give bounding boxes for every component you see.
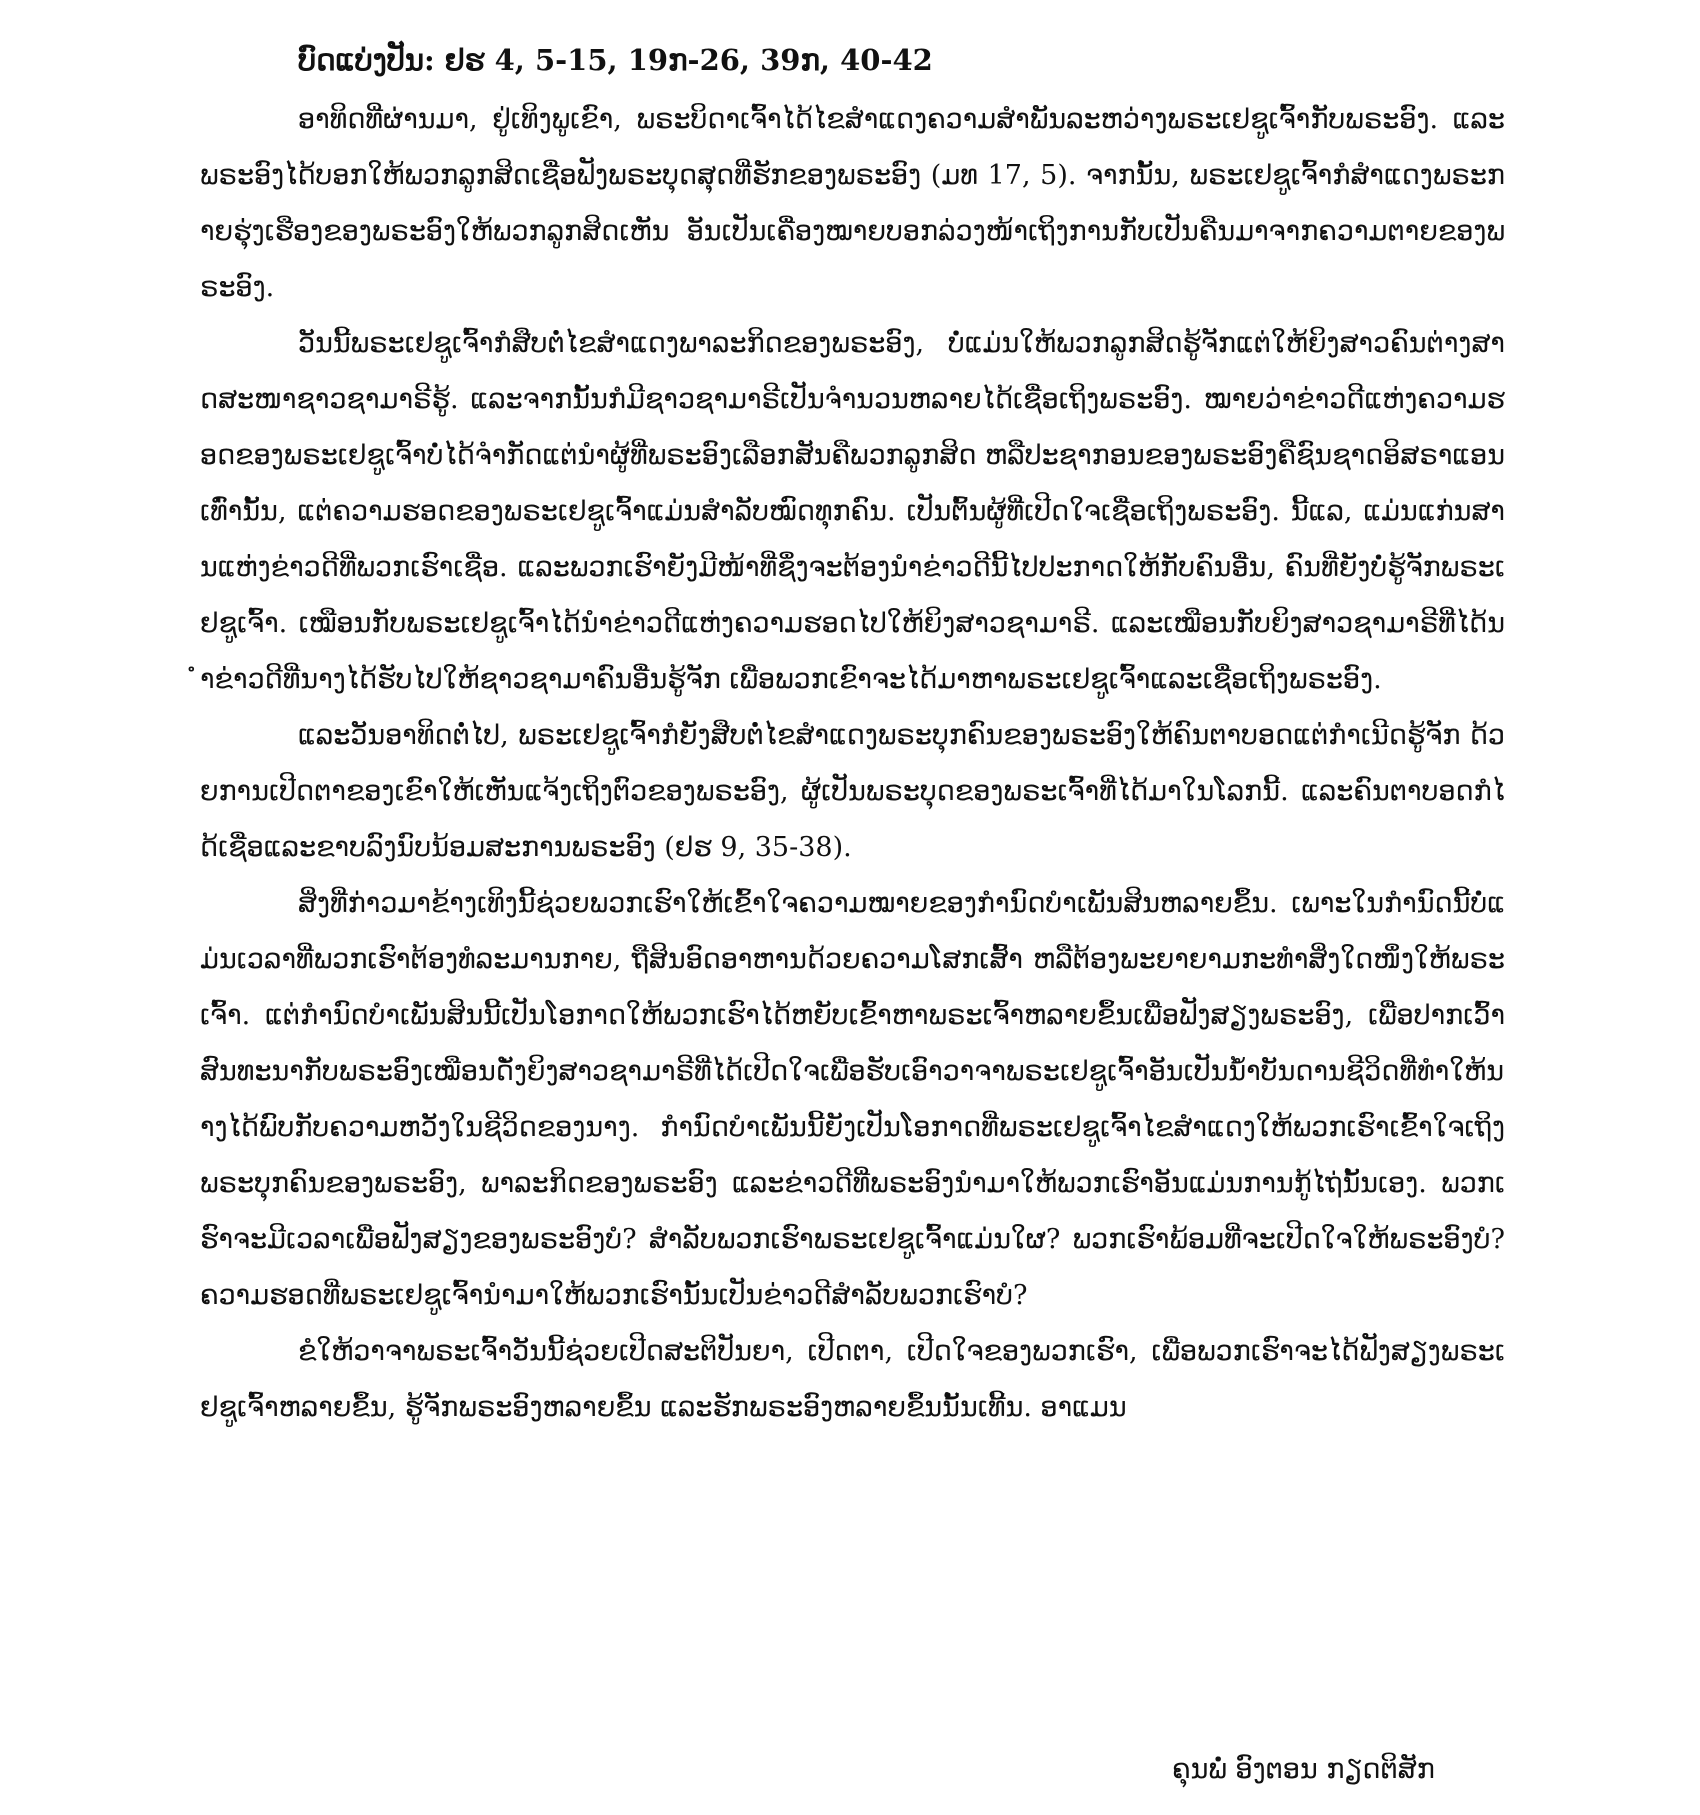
paragraph-1: ອາທິດທີ່ຜ່ານມາ, ຢູ່ເທິງພູເຂົາ, ພຣະບິດາເຈົ້າໄດ້ໄຂສຳແດງຄວາມສຳພັນລະຫວ່າງພຣະເຢຊູເຈົ້າກັບພຣະອົງ. ແລະພຣະອົງໄດ້ບອກໃຫ້ພວກລູກສິດເຊື່ອຟັງພຣະບຸດສຸດທີ່ຮັກຂອງພຣະອົງ (ມທ 17, 5). ຈາກນັ້ນ, ພຣະເຢຊູເຈົ້າກໍສຳແດງພຣະກາຍຮຸ່ງເຮືອງຂອງພຣະອົງໃຫ້ພວກລູກສິດເຫັນ ອັນເປັນເຄື່ອງໝາຍບອກລ່ວງໜ້າເຖິງການກັບເປັນຄືນມາຈາກຄວາມຕາຍຂອງພຣະອົງ. [200,104,1505,303]
paragraph-4: ສິ່ງທີ່ກ່າວມາຂ້າງເທິງນີ້ຊ່ວຍພວກເຮົາໃຫ້ເຂົ້າໃຈຄວາມໝາຍຂອງກຳນົດບຳເພັນສິນຫລາຍຂຶ້ນ. ເພາະໃນກຳນົດນີ້ບໍ່ແມ່ນເວລາທີ່ພວກເຮົາຕ້ອງທໍລະມານກາຍ, ຖືສິນອົດອາຫານດ້ວຍຄວາມໂສກເສົ້າ ຫລືຕ້ອງພະຍາຍາມກະທຳສິ່ງໃດໜຶ່ງໃຫ້ພຣະເຈົ້າ. ແຕ່ກຳນົດບຳເພັນສິນນີ້ເປັນໂອກາດໃຫ້ພວກເຮົາໄດ້ຫຍັບເຂົ້າຫາພຣະເຈົ້າຫລາຍຂຶ້ນເພື່ອຟັງສຽງພຣະອົງ, ເພື່ອປາກເວົ້າສົນທະນາກັບພຣະອົງເໝືອນດັ່ງຍິງສາວຊາມາຣີທີ່ໄດ້ເປີດໃຈເພື່ອຮັບເອົາວາຈາພຣະເຢຊູເຈົ້າອັນເປັນນ້ຳບັນດານຊີວິດທີ່ທຳໃຫ້ນາງໄດ້ພົບກັບຄວາມຫວັງໃນຊີວິດຂອງນາງ. ກຳນົດບຳເພັນນີ້ຍັງເປັນໂອກາດທີ່ພຣະເຢຊູເຈົ້າໄຂສຳແດງໃຫ້ພວກເຮົາເຂົ້າໃຈເຖິງພຣະບຸກຄົນຂອງພຣະອົງ, ພາລະກິດຂອງພຣະອົງ ແລະຂ່າວດີທີ່ພຣະອົງນຳມາໃຫ້ພວກເຮົາອັນແມ່ນການກູ້ໄຖ່ນັ້ນເອງ. ພວກເຮົາຈະມີເວລາເພື່ອຟັງສຽງຂອງພຣະອົງບໍ? ສຳລັບພວກເຮົາພຣະເຢຊູເຈົ້າແມ່ນໃຜ? ພວກເຮົາພ້ອມທີ່ຈະເປີດໃຈໃຫ້ພຣະອົງບໍ? ຄວາມຮອດທີ່ພຣະເຢຊູເຈົ້ານຳມາໃຫ້ພວກເຮົານັ້ນເປັນຂ່າວດີສຳລັບພວກເຮົາບໍ? [200,888,1505,1311]
body-text [200,92,1505,1436]
page-title: ບົດແບ່ງປັນ: ຢຮ 4, 5-15, 19ກ-26, 39ກ, 40-42 [298,43,933,77]
paragraph-3: ແລະວັນອາທິດຕໍ່ໄປ, ພຣະເຢຊູເຈົ້າກໍຍັງສືບຕໍ່ໄຂສຳແດງພຣະບຸກຄົນຂອງພຣະອົງໃຫ້ຄົນຕາບອດແຕ່ກຳເນີດຮູ້ຈັກ ດ້ວຍການເປີດຕາຂອງເຂົາໃຫ້ເຫັນແຈ້ງເຖິງຕົວຂອງພຣະອົງ, ຜູ້ເປັນພຣະບຸດຂອງພຣະເຈົ້າທີ່ໄດ້ມາໃນໂລກນີ້. ແລະຄົນຕາບອດກໍໄດ້ເຊື່ອແລະຂາບລົງນົບນ້ອມສະການພຣະອົງ (ຢຮ 9, 35-38). [200,720,1505,863]
author-signature: ຄຸນພໍ່ ອົງຕອນ ກຽດຕິສັກ [1172,1754,1435,1785]
paragraph-5: ຂໍໃຫ້ວາຈາພຣະເຈົ້າວັນນີ້ຊ່ວຍເປີດສະຕິປັນຍາ, ເປີດຕາ, ເປີດໃຈຂອງພວກເຮົາ, ເພື່ອພວກເຮົາຈະໄດ້ຟັງສຽງພຣະເຢຊູເຈົ້າຫລາຍຂຶ້ນ, ຮູ້ຈັກພຣະອົງຫລາຍຂຶ້ນ ແລະຮັກພຣະອົງຫລາຍຂຶ້ນນັ້ນເທີ້ນ. ອາແມນ [200,1336,1505,1423]
paragraph-2: ວັນນີ້ພຣະເຢຊູເຈົ້າກໍສືບຕໍ່ໄຂສຳແດງພາລະກິດຂອງພຣະອົງ, ບໍ່ແມ່ນໃຫ້ພວກລູກສິດຮູ້ຈັກແຕ່ໃຫ້ຍິງສາວຄົນຕ່າງສາດສະໜາຊາວຊາມາຣີຮູ້. ແລະຈາກນັ້ນກໍມີຊາວຊາມາຣີເປັນຈຳນວນຫລາຍໄດ້ເຊື່ອເຖິງພຣະອົງ. ໝາຍວ່າຂ່າວດີແຫ່ງຄວາມຮອດຂອງພຣະເຢຊູເຈົ້າບໍ່ໄດ້ຈຳກັດແຕ່ນຳຜູ້ທີ່ພຣະອົງເລືອກສັນຄືພວກລູກສິດ ຫລືປະຊາກອນຂອງພຣະອົງຄືຊົນຊາດອິສຣາແອນເທົ່ານັ້ນ, ແຕ່ຄວາມຮອດຂອງພຣະເຢຊູເຈົ້າແມ່ນສຳລັບໝົດທຸກຄົນ. ເປັນຕົ້ນຜູ້ທີ່ເປີດໃຈເຊື່ອເຖິງພຣະອົງ. ນີ້ແລ, ແມ່ນແກ່ນສານແຫ່ງຂ່າວດີທີ່ພວກເຮົາເຊື່ອ. ແລະພວກເຮົາຍັງມີໜ້າທີ່ຊຶ່ງຈະຕ້ອງນຳຂ່າວດີນີ້ໄປປະກາດໃຫ້ກັບຄົນອື່ນ, ຄົນທີ່ຍັງບໍ່ຮູ້ຈັກພຣະເຢຊູເຈົ້າ. ເໝືອນກັບພຣະເຢຊູເຈົ້າໄດ້ນຳຂ່າວດີແຫ່ງຄວາມຮອດໄປໃຫ້ຍິງສາວຊາມາຣີ. ແລະເໝືອນກັບຍິງສາວຊາມາຣີທີ່ໄດ້ນຳຂ່າວດີທີ່ນາງໄດ້ຮັບໄປໃຫ້ຊາວຊາມາຄົນອື່ນຮູ້ຈັກ ເພື່ອພວກເຂົາຈະໄດ້ມາຫາພຣະເຢຊູເຈົ້າແລະເຊື່ອເຖິງພຣະອົງ. [200,328,1505,695]
